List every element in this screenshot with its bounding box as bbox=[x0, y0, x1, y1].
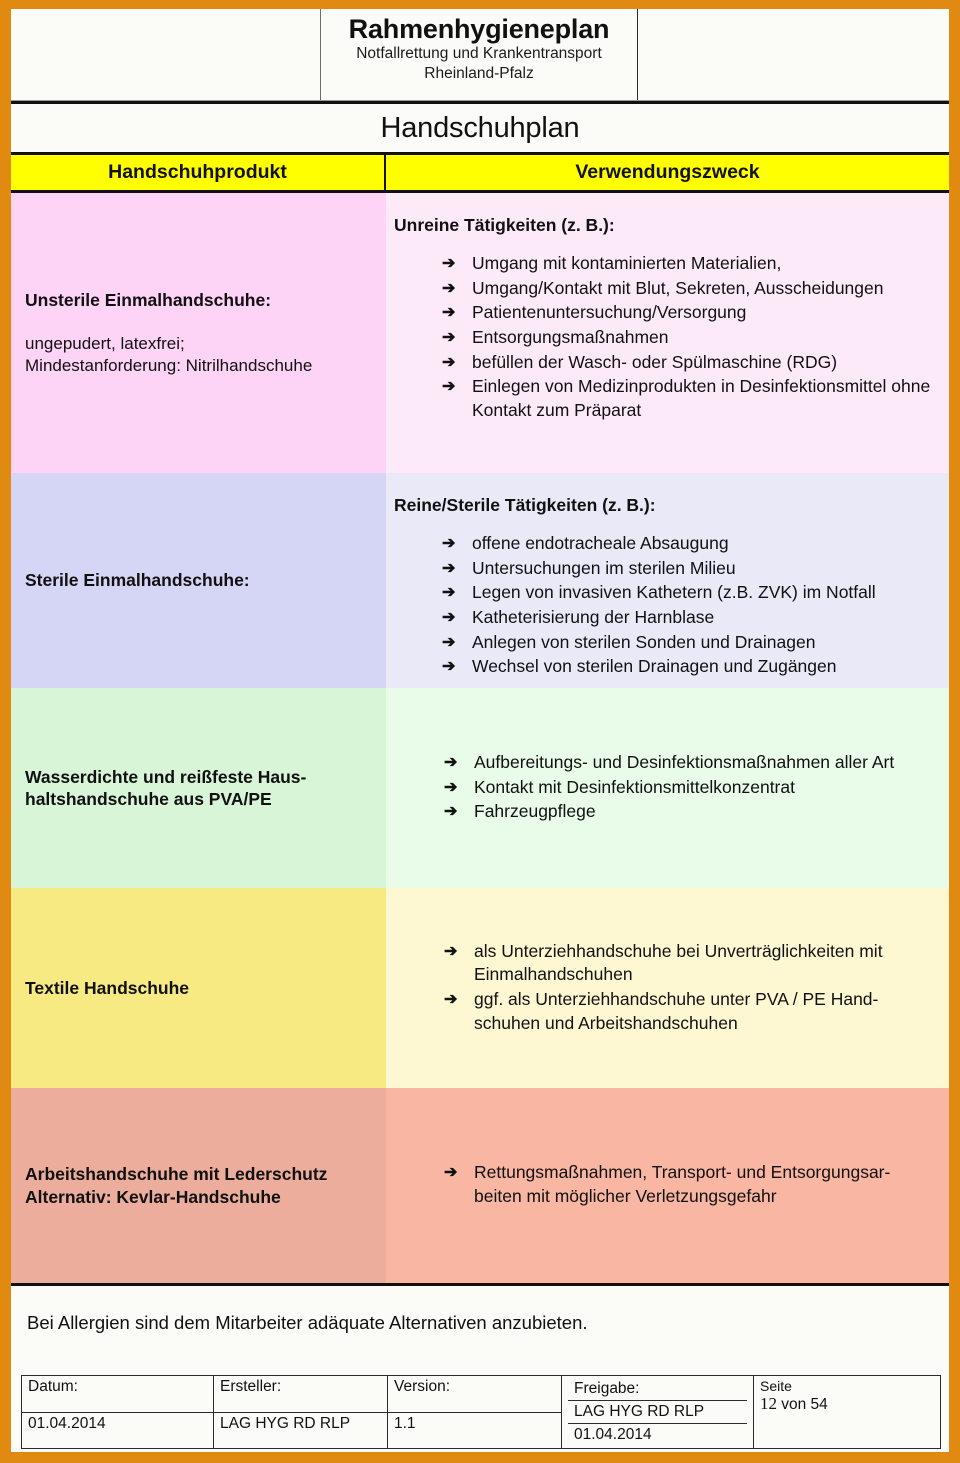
purpose-list-item bbox=[442, 252, 935, 276]
purpose-cell-pink bbox=[386, 193, 949, 473]
footer-ersteller-label: Ersteller: bbox=[220, 1378, 282, 1395]
scan-artifact bbox=[78, 1379, 90, 1394]
plan-rows-container bbox=[11, 193, 949, 1283]
purpose-list-item bbox=[442, 581, 935, 605]
plan-title: Handschuhplan bbox=[380, 111, 580, 144]
purpose-item-text: Anlegen von sterilen Sonden und Drainagen bbox=[472, 631, 816, 652]
purpose-item-text: Umgang mit kontaminierten Materialien, bbox=[472, 253, 782, 273]
purpose-list-item bbox=[442, 301, 935, 325]
document-header bbox=[11, 9, 949, 101]
footer-wrapper bbox=[11, 1375, 949, 1449]
arrow-bullet-icon: ➔ bbox=[442, 584, 456, 602]
purpose-list-item bbox=[442, 655, 935, 679]
header-right-cell bbox=[638, 9, 949, 100]
arrow-bullet-icon: ➔ bbox=[442, 304, 456, 322]
product-cell-yellow bbox=[11, 888, 386, 1088]
purpose-item-text: Fahrzeugpflege bbox=[474, 801, 596, 822]
purpose-list-item bbox=[442, 351, 935, 375]
purpose-item-text: Katheterisierung der Harnblase bbox=[472, 606, 715, 627]
purpose-item-text: Kontakt mit Desinfektionsmittelkonzentrat bbox=[474, 776, 795, 797]
purpose-item-text: offene endotracheale Absaugung bbox=[472, 533, 729, 553]
arrow-bullet-icon: ➔ bbox=[444, 991, 458, 1008]
purpose-list bbox=[394, 940, 935, 1037]
purpose-item-text: Untersuchungen im sterilen Milieu bbox=[472, 557, 736, 578]
purpose-item-text: Einlegen von Medizinprodukten in Desinfektionsmittel ohne Kontakt zum Präparat bbox=[472, 376, 931, 420]
arrow-bullet-icon: ➔ bbox=[442, 328, 456, 346]
purpose-list-item bbox=[442, 532, 935, 556]
table-column-header-row bbox=[11, 155, 949, 193]
purpose-item-text: als Unterziehhandschuhe bei Unverträglichkeiten mit Einmalhandschuhen bbox=[474, 940, 883, 985]
purpose-item-text: Entsorgungsmaßnahmen bbox=[472, 326, 669, 347]
arrow-bullet-icon: ➔ bbox=[442, 255, 456, 272]
allergy-note-band bbox=[11, 1283, 949, 1375]
document-subtitle-line2: Rheinland-Pfalz bbox=[424, 64, 534, 82]
footer-freigabe-label: Freigabe: bbox=[568, 1378, 747, 1401]
arrow-bullet-icon: ➔ bbox=[442, 535, 456, 552]
purpose-item-text: Legen von invasiven Kathetern (z.B. ZVK) im Notfall bbox=[472, 582, 876, 603]
purpose-list bbox=[394, 532, 935, 680]
column-header-purpose-label: Verwendungszweck bbox=[575, 161, 760, 183]
purpose-heading: Unreine Tätigkeiten (z. B.): bbox=[394, 215, 615, 235]
product-title: Textile Handschuhe bbox=[25, 977, 190, 998]
footer-version-label: Version: bbox=[394, 1378, 451, 1395]
footer-freigabe-value: LAG HYG RD RLP bbox=[568, 1401, 747, 1424]
document-title: Rahmenhygieneplan bbox=[348, 14, 610, 44]
plan-row-green bbox=[11, 688, 949, 888]
product-cell-pink bbox=[11, 193, 386, 473]
footer-seite-total: 54 bbox=[810, 1396, 828, 1413]
footer-label-row bbox=[22, 1376, 941, 1413]
purpose-list-item bbox=[442, 606, 935, 630]
arrow-bullet-icon: ➔ bbox=[442, 658, 456, 676]
purpose-list-item bbox=[442, 557, 935, 581]
purpose-cell-salmon bbox=[386, 1088, 949, 1283]
footer-cell-ersteller-label bbox=[214, 1376, 388, 1413]
allergy-note-text: Bei Allergien sind dem Mitarbeiter adäquate Alternativen anzubieten. bbox=[27, 1312, 588, 1333]
purpose-item-text: Umgang/Kontakt mit Blut, Sekreten, Ausscheidungen bbox=[472, 277, 884, 298]
purpose-item-text: ggf. als Unterziehhandschuhe unter PVA / PE Hand- schuhen und Arbeitshandschuhen bbox=[474, 989, 879, 1033]
footer-cell-version-value: 1.1 bbox=[388, 1412, 562, 1449]
arrow-bullet-icon: ➔ bbox=[444, 754, 458, 772]
purpose-list-item bbox=[444, 1161, 935, 1208]
product-title: Wasserdichte und reißfeste Haus- haltshandschuhe aus PVA/PE bbox=[25, 766, 307, 809]
arrow-bullet-icon: ➔ bbox=[444, 942, 458, 960]
footer-cell-freigabe bbox=[562, 1376, 754, 1449]
plan-row-salmon bbox=[11, 1088, 949, 1283]
footer-cell-ersteller-value: LAG HYG RD RLP bbox=[214, 1412, 388, 1449]
arrow-bullet-icon: ➔ bbox=[442, 378, 456, 396]
purpose-list-item bbox=[444, 751, 935, 775]
purpose-list-item bbox=[444, 940, 935, 987]
footer-datum-label: Datum: bbox=[28, 1378, 78, 1395]
arrow-bullet-icon: ➔ bbox=[444, 778, 458, 796]
footer-seite-label: Seite bbox=[760, 1378, 792, 1394]
purpose-list bbox=[394, 751, 935, 825]
footer-cell-version-label bbox=[388, 1376, 562, 1413]
footer-seite-number: 12 bbox=[760, 1394, 777, 1413]
purpose-list-item bbox=[442, 277, 935, 301]
purpose-item-text: Aufbereitungs- und Desinfektionsmaßnahmen aller Art bbox=[474, 752, 895, 773]
footer-freigabe-date: 01.04.2014 bbox=[574, 1426, 652, 1443]
purpose-item-text: befüllen der Wasch- oder Spülmaschine (RDG) bbox=[472, 351, 838, 372]
purpose-cell-blue bbox=[386, 473, 949, 688]
column-header-product bbox=[11, 155, 386, 190]
footer-cell-seite bbox=[754, 1376, 941, 1449]
purpose-list-item bbox=[444, 988, 935, 1035]
arrow-bullet-icon: ➔ bbox=[442, 353, 456, 371]
purpose-list bbox=[394, 252, 935, 423]
arrow-bullet-icon: ➔ bbox=[442, 633, 456, 651]
plan-row-pink bbox=[11, 193, 949, 473]
document-subtitle-line1: Notfallrettung und Krankentransport bbox=[356, 45, 602, 63]
product-cell-blue bbox=[11, 473, 386, 688]
purpose-list-item bbox=[444, 776, 935, 800]
arrow-bullet-icon: ➔ bbox=[442, 279, 456, 297]
purpose-item-text: Rettungsmaßnahmen, Transport- und Entsorgungsar- beiten mit möglicher Verletzungsgefahr bbox=[474, 1162, 891, 1206]
arrow-bullet-icon: ➔ bbox=[442, 608, 456, 626]
column-header-product-label: Handschuhprodukt bbox=[108, 161, 287, 183]
plan-row-yellow bbox=[11, 888, 949, 1088]
product-cell-green bbox=[11, 688, 386, 888]
arrow-bullet-icon: ➔ bbox=[444, 1164, 458, 1182]
footer-table bbox=[21, 1375, 941, 1449]
product-cell-salmon bbox=[11, 1088, 386, 1283]
arrow-bullet-icon: ➔ bbox=[442, 559, 456, 577]
purpose-list-item bbox=[444, 800, 935, 824]
purpose-cell-green bbox=[386, 688, 949, 888]
purpose-list-item bbox=[442, 631, 935, 655]
header-left-cell bbox=[11, 9, 321, 100]
purpose-list-item bbox=[442, 375, 935, 422]
product-title: Sterile Einmalhandschuhe: bbox=[25, 570, 250, 591]
plan-row-blue bbox=[11, 473, 949, 688]
column-header-purpose bbox=[386, 155, 949, 190]
purpose-list bbox=[394, 1161, 935, 1209]
footer-cell-datum-label bbox=[22, 1376, 214, 1413]
purpose-cell-yellow bbox=[386, 888, 949, 1088]
footer-cell-datum-value: 01.04.2014 bbox=[22, 1412, 214, 1449]
purpose-item-text: Patientenuntersuchung/Versorgung bbox=[472, 302, 747, 323]
footer-seite-value bbox=[760, 1394, 934, 1414]
footer-seite-of: von bbox=[781, 1396, 807, 1413]
arrow-bullet-icon: ➔ bbox=[444, 803, 458, 821]
product-title: Unsterile Einmalhandschuhe: bbox=[25, 290, 272, 311]
plan-title-band bbox=[11, 101, 949, 155]
purpose-heading: Reine/Sterile Tätigkeiten (z. B.): bbox=[394, 495, 656, 515]
product-note: ungepudert, latexfrei; Mindestanforderung: Nitrilhandschuhe bbox=[25, 334, 313, 376]
product-title: Arbeitshandschuhe mit Lederschutz Alternativ: Kevlar-Handschuhe bbox=[25, 1164, 328, 1207]
purpose-item-text: Wechsel von sterilen Drainagen und Zugängen bbox=[472, 656, 837, 677]
header-title-cell bbox=[321, 9, 638, 100]
purpose-list-item bbox=[442, 326, 935, 350]
